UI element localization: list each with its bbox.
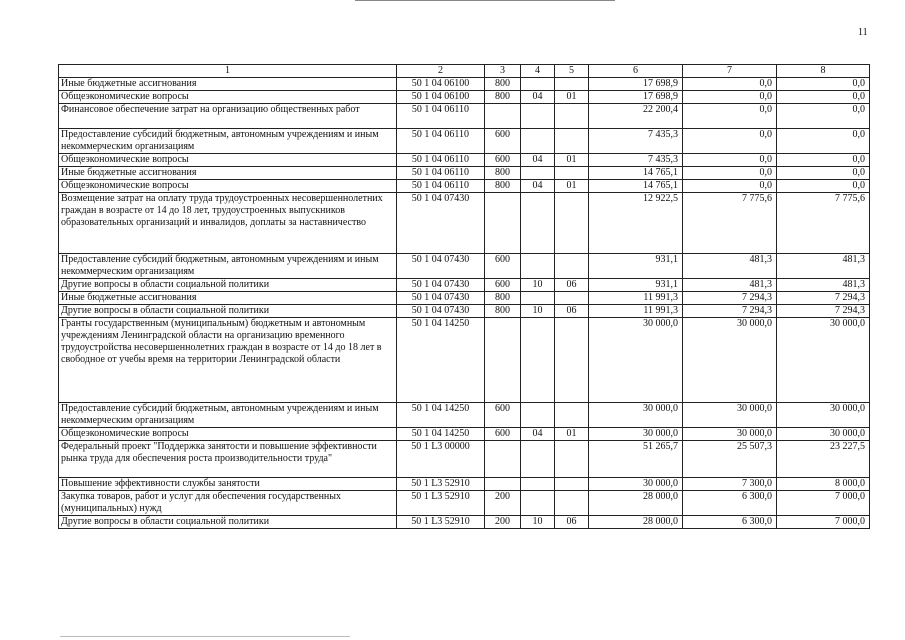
cell-code: 50 1 04 06110 [397,180,485,193]
cell-rz: 04 [521,180,555,193]
cell-name: Общеэкономические вопросы [59,428,397,441]
cell-name: Финансовое обеспечение затрат на организацию общественных работ [59,104,397,129]
col-header: 8 [777,65,870,78]
cell-v7: 481,3 [683,254,777,279]
table-row [59,91,870,104]
cell-name: Иные бюджетные ассигнования [59,292,397,305]
cell-vr: 600 [485,428,521,441]
cell-rz [521,491,555,516]
cell-code: 50 1 04 07430 [397,254,485,279]
cell-v7: 7 775,6 [683,193,777,254]
cell-pr [555,318,589,403]
cell-v7: 0,0 [683,154,777,167]
table-row [59,403,870,428]
cell-rz [521,78,555,91]
cell-v8: 0,0 [777,154,870,167]
cell-rz [521,318,555,403]
cell-v6: 12 922,5 [589,193,683,254]
cell-name: Другие вопросы в области социальной политики [59,279,397,292]
cell-v6: 17 698,9 [589,78,683,91]
cell-rz: 10 [521,516,555,529]
col-header: 5 [555,65,589,78]
cell-v8: 8 000,0 [777,478,870,491]
cell-v7: 30 000,0 [683,318,777,403]
cell-pr: 01 [555,428,589,441]
cell-v7: 30 000,0 [683,403,777,428]
cell-pr: 06 [555,305,589,318]
cell-code: 50 1 L3 52910 [397,478,485,491]
cell-v7: 6 300,0 [683,516,777,529]
cell-vr [485,193,521,254]
col-header: 1 [59,65,397,78]
cell-rz [521,129,555,154]
cell-rz: 10 [521,305,555,318]
cell-v7: 0,0 [683,104,777,129]
table-row [59,254,870,279]
table-row [59,491,870,516]
cell-rz [521,254,555,279]
cell-rz [521,478,555,491]
cell-name: Гранты государственным (муниципальным) бюджетным и автономным учреждениям Ленинградской области на организацию временного трудоустройства несовершеннолетних граждан в возрасте от 14 до 18 лет в свободное от учебы время на территории Ленинградской области [59,318,397,403]
cell-pr [555,254,589,279]
cell-pr [555,78,589,91]
cell-v7: 6 300,0 [683,491,777,516]
top-scan-line [355,0,615,1]
page-number: 11 [858,27,868,38]
cell-v8: 0,0 [777,91,870,104]
bottom-scan-line [60,636,350,637]
cell-v6: 931,1 [589,279,683,292]
cell-v8: 30 000,0 [777,403,870,428]
table-row [59,305,870,318]
cell-pr [555,167,589,180]
cell-v8: 0,0 [777,129,870,154]
cell-v6: 931,1 [589,254,683,279]
cell-rz [521,193,555,254]
table-row [59,104,870,129]
cell-vr: 800 [485,180,521,193]
cell-code: 50 1 04 07430 [397,292,485,305]
cell-pr [555,104,589,129]
cell-pr: 06 [555,279,589,292]
cell-vr: 600 [485,129,521,154]
cell-rz: 04 [521,428,555,441]
cell-code: 50 1 04 06110 [397,129,485,154]
header-row [59,65,870,78]
cell-code: 50 1 04 07430 [397,193,485,254]
cell-name: Предоставление субсидий бюджетным, автономным учреждениям и иным некоммерческим организациям [59,254,397,279]
cell-v8: 30 000,0 [777,428,870,441]
cell-v6: 51 265,7 [589,441,683,478]
cell-rz: 04 [521,91,555,104]
cell-code: 50 1 04 06100 [397,91,485,104]
cell-pr [555,403,589,428]
cell-pr [555,478,589,491]
table-row [59,441,870,478]
cell-v6: 30 000,0 [589,318,683,403]
cell-v6: 28 000,0 [589,491,683,516]
cell-v7: 7 294,3 [683,305,777,318]
table-row [59,78,870,91]
budget-table [58,64,870,529]
col-header: 4 [521,65,555,78]
table-row [59,516,870,529]
cell-v6: 11 991,3 [589,305,683,318]
cell-name: Закупка товаров, работ и услуг для обеспечения государственных (муниципальных) нужд [59,491,397,516]
cell-v6: 11 991,3 [589,292,683,305]
cell-v7: 0,0 [683,180,777,193]
cell-pr [555,193,589,254]
cell-rz [521,441,555,478]
cell-v7: 25 507,3 [683,441,777,478]
table-row [59,478,870,491]
table-row [59,279,870,292]
cell-name: Предоставление субсидий бюджетным, автономным учреждениям и иным некоммерческим организациям [59,403,397,428]
cell-code: 50 1 L3 52910 [397,516,485,529]
cell-vr: 800 [485,305,521,318]
cell-rz: 04 [521,154,555,167]
col-header: 6 [589,65,683,78]
cell-name: Общеэкономические вопросы [59,180,397,193]
cell-vr: 800 [485,167,521,180]
cell-code: 50 1 04 06110 [397,167,485,180]
cell-v8: 0,0 [777,167,870,180]
cell-v8: 481,3 [777,254,870,279]
cell-v6: 14 765,1 [589,167,683,180]
cell-vr: 200 [485,516,521,529]
cell-vr: 800 [485,91,521,104]
cell-v7: 30 000,0 [683,428,777,441]
cell-pr [555,292,589,305]
cell-code: 50 1 04 06100 [397,78,485,91]
cell-v8: 481,3 [777,279,870,292]
cell-v7: 481,3 [683,279,777,292]
cell-v6: 14 765,1 [589,180,683,193]
cell-code: 50 1 04 06110 [397,154,485,167]
cell-v8: 0,0 [777,78,870,91]
table-row [59,428,870,441]
cell-pr [555,441,589,478]
cell-pr: 01 [555,91,589,104]
cell-v6: 7 435,3 [589,154,683,167]
table-row [59,318,870,403]
cell-vr [485,441,521,478]
cell-code: 50 1 04 14250 [397,318,485,403]
cell-v6: 30 000,0 [589,403,683,428]
cell-rz [521,403,555,428]
table-row [59,129,870,154]
cell-v6: 30 000,0 [589,478,683,491]
cell-v6: 28 000,0 [589,516,683,529]
cell-code: 50 1 L3 52910 [397,491,485,516]
cell-vr: 800 [485,292,521,305]
cell-v7: 0,0 [683,167,777,180]
cell-name: Общеэкономические вопросы [59,154,397,167]
cell-pr: 01 [555,180,589,193]
cell-name: Предоставление субсидий бюджетным, автономным учреждениям и иным некоммерческим организациям [59,129,397,154]
cell-v8: 30 000,0 [777,318,870,403]
cell-name: Федеральный проект "Поддержка занятости и повышение эффективности рынка труда для обеспечения роста производительности труда" [59,441,397,478]
cell-v7: 7 294,3 [683,292,777,305]
cell-rz: 10 [521,279,555,292]
cell-v6: 22 200,4 [589,104,683,129]
cell-vr: 600 [485,254,521,279]
cell-pr [555,129,589,154]
cell-rz [521,292,555,305]
cell-pr: 06 [555,516,589,529]
cell-v7: 7 300,0 [683,478,777,491]
cell-v8: 7 775,6 [777,193,870,254]
cell-vr [485,104,521,129]
cell-vr: 600 [485,154,521,167]
cell-name: Возмещение затрат на оплату труда трудоустроенных несовершеннолетних граждан в возрасте от 14 до 18 лет, трудоустроенных выпускников образовательных организаций и инвалидов, доплаты за наставничество [59,193,397,254]
cell-code: 50 1 04 06110 [397,104,485,129]
cell-name: Иные бюджетные ассигнования [59,78,397,91]
cell-v8: 7 294,3 [777,292,870,305]
cell-vr: 800 [485,78,521,91]
cell-v7: 0,0 [683,78,777,91]
cell-vr: 600 [485,403,521,428]
cell-name: Общеэкономические вопросы [59,91,397,104]
cell-v6: 30 000,0 [589,428,683,441]
cell-pr [555,491,589,516]
table-row [59,167,870,180]
cell-v6: 17 698,9 [589,91,683,104]
cell-name: Другие вопросы в области социальной политики [59,305,397,318]
cell-vr: 600 [485,279,521,292]
col-header: 7 [683,65,777,78]
table-row [59,180,870,193]
table-row [59,292,870,305]
table-row [59,154,870,167]
cell-v8: 0,0 [777,104,870,129]
cell-code: 50 1 04 14250 [397,428,485,441]
cell-rz [521,167,555,180]
cell-v8: 7 294,3 [777,305,870,318]
cell-rz [521,104,555,129]
col-header: 2 [397,65,485,78]
cell-code: 50 1 04 07430 [397,305,485,318]
cell-pr: 01 [555,154,589,167]
cell-v7: 0,0 [683,91,777,104]
cell-code: 50 1 L3 00000 [397,441,485,478]
cell-v7: 0,0 [683,129,777,154]
cell-name: Повышение эффективности службы занятости [59,478,397,491]
col-header: 3 [485,65,521,78]
cell-v8: 0,0 [777,180,870,193]
cell-v8: 7 000,0 [777,491,870,516]
cell-v6: 7 435,3 [589,129,683,154]
cell-vr [485,478,521,491]
cell-name: Иные бюджетные ассигнования [59,167,397,180]
cell-vr: 200 [485,491,521,516]
cell-code: 50 1 04 07430 [397,279,485,292]
cell-v8: 7 000,0 [777,516,870,529]
cell-code: 50 1 04 14250 [397,403,485,428]
table-row [59,193,870,254]
cell-name: Другие вопросы в области социальной политики [59,516,397,529]
cell-v8: 23 227,5 [777,441,870,478]
cell-vr [485,318,521,403]
